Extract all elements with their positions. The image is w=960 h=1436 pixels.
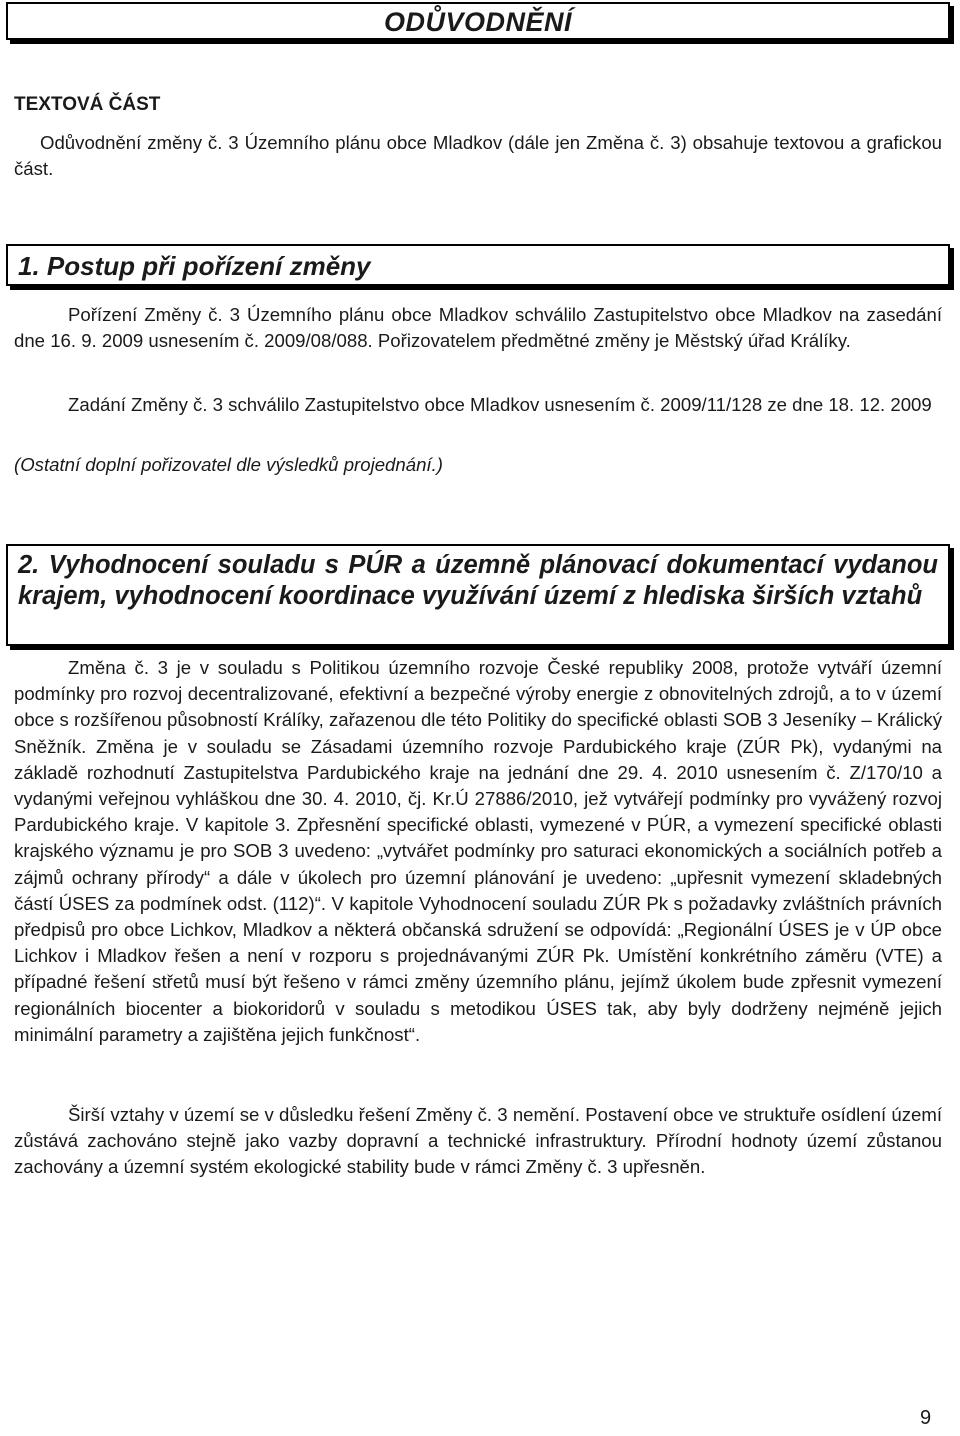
section-2-paragraph-soulad: Změna č. 3 je v souladu s Politikou územního rozvoje České republiky 2008, protože vytváří územní podmínky pro rozvoj decentralizované, efektivní a bezpečné výroby energie z obnovitelných zdrojů, a to v území obce s rozšířenou působností Králíky, zařazenou dle této Politiky do specifické oblasti SOB 3 Jeseníky – Králický Sněžník. Změna je v souladu se Zásadami územního rozvoje Pardubického kraje (ZÚR Pk), vydanými na základě rozhodnutí Zastupitelstva Pardubického kraje na jednání dne 29. 4. 2010 usnesením č. Z/170/10 a vydanými veřejnou vyhláškou dne 30. 4. 2010, čj. Kr.Ú 27886/2010, jež vytvářejí podmínky pro vyvážený rozvoj Pardubického kraje. V kapitole 3. Zpřesnění specifické oblasti, vymezené v PÚR, a vymezení specifické oblasti krajského významu je pro SOB 3 uvedeno: „vytvářet podmínky pro saturaci ekonomických a sociálních potřeb a zájmů ochrany přírody“ a dále v úkolech pro územní plánování je uvedeno: „upřesnit vymezení skladebných částí ÚSES za podmínek odst. (112)“. V kapitole Vyhodnocení souladu ZÚR Pk s požadavky zvláštních právních předpisů pro obce Lichkov, Mladkov a některá občanská sdružení se odpovídá: „Regionální ÚSES je v ÚP obce Lichkov i Mladkov řešen a není v rozporu s projednávanými ZÚR Pk. Umístění konkrétního záměru (VTE) a případné řešení střetů musí být řešeno v rámci změny územního plánu, jejímž úkolem bude zpřesnit vymezení regionálních biocenter a biokoridorů v souladu s metodikou ÚSES tak, aby byly dodrženy nejméně jejich minimální parametry a zajištěna jejich funkčnost“. xyxy=(14,657,942,1045)
section-1-note: (Ostatní doplní pořizovatel dle výsledků projednání.) xyxy=(14,454,443,475)
title-box xyxy=(6,2,950,40)
page-title: ODŮVODNĚNÍ xyxy=(383,7,572,37)
section-2-paragraph-sirsi-vztahy: Širší vztahy v území se v důsledku řešení Změny č. 3 nemění. Postavení obce ve struktuře osídlení území zůstává zachováno stejně jako vazby dopravní a technické infrastruktury. Přírodní hodnoty území zůstanou zachovány a územní systém ekologické stability bude v rámci Změny č. 3 upřesněn. xyxy=(14,1104,942,1178)
page-number: 9 xyxy=(920,1407,932,1429)
text-part-heading: TEXTOVÁ ČÁST xyxy=(14,94,161,115)
section-1-box xyxy=(6,244,950,286)
section-1-paragraph-zadani: Zadání Změny č. 3 schválilo Zastupitelstvo obce Mladkov usnesením č. 2009/11/128 ze dne 18. 12. 2009 xyxy=(68,394,932,415)
section-1-heading: 1. Postup při pořízení změny xyxy=(18,251,371,281)
section-2-heading: 2. Vyhodnocení souladu s PÚR a územně plánovací dokumentací vydanou krajem, vyhodnocení koordinace využívání území z hlediska širších vztahů xyxy=(18,551,938,610)
section-2-box xyxy=(6,544,950,646)
section-1-paragraph-porizeni: Pořízení Změny č. 3 Územního plánu obce Mladkov schválilo Zastupitelstvo obce Mladkov na zasedání dne 16. 9. 2009 usnesením č. 2009/08/088. Pořizovatelem předmětné změny je Městský úřad Králíky. xyxy=(14,304,942,351)
intro-paragraph: Odůvodnění změny č. 3 Územního plánu obce Mladkov (dále jen Změna č. 3) obsahuje textovou a grafickou část. xyxy=(14,132,942,179)
